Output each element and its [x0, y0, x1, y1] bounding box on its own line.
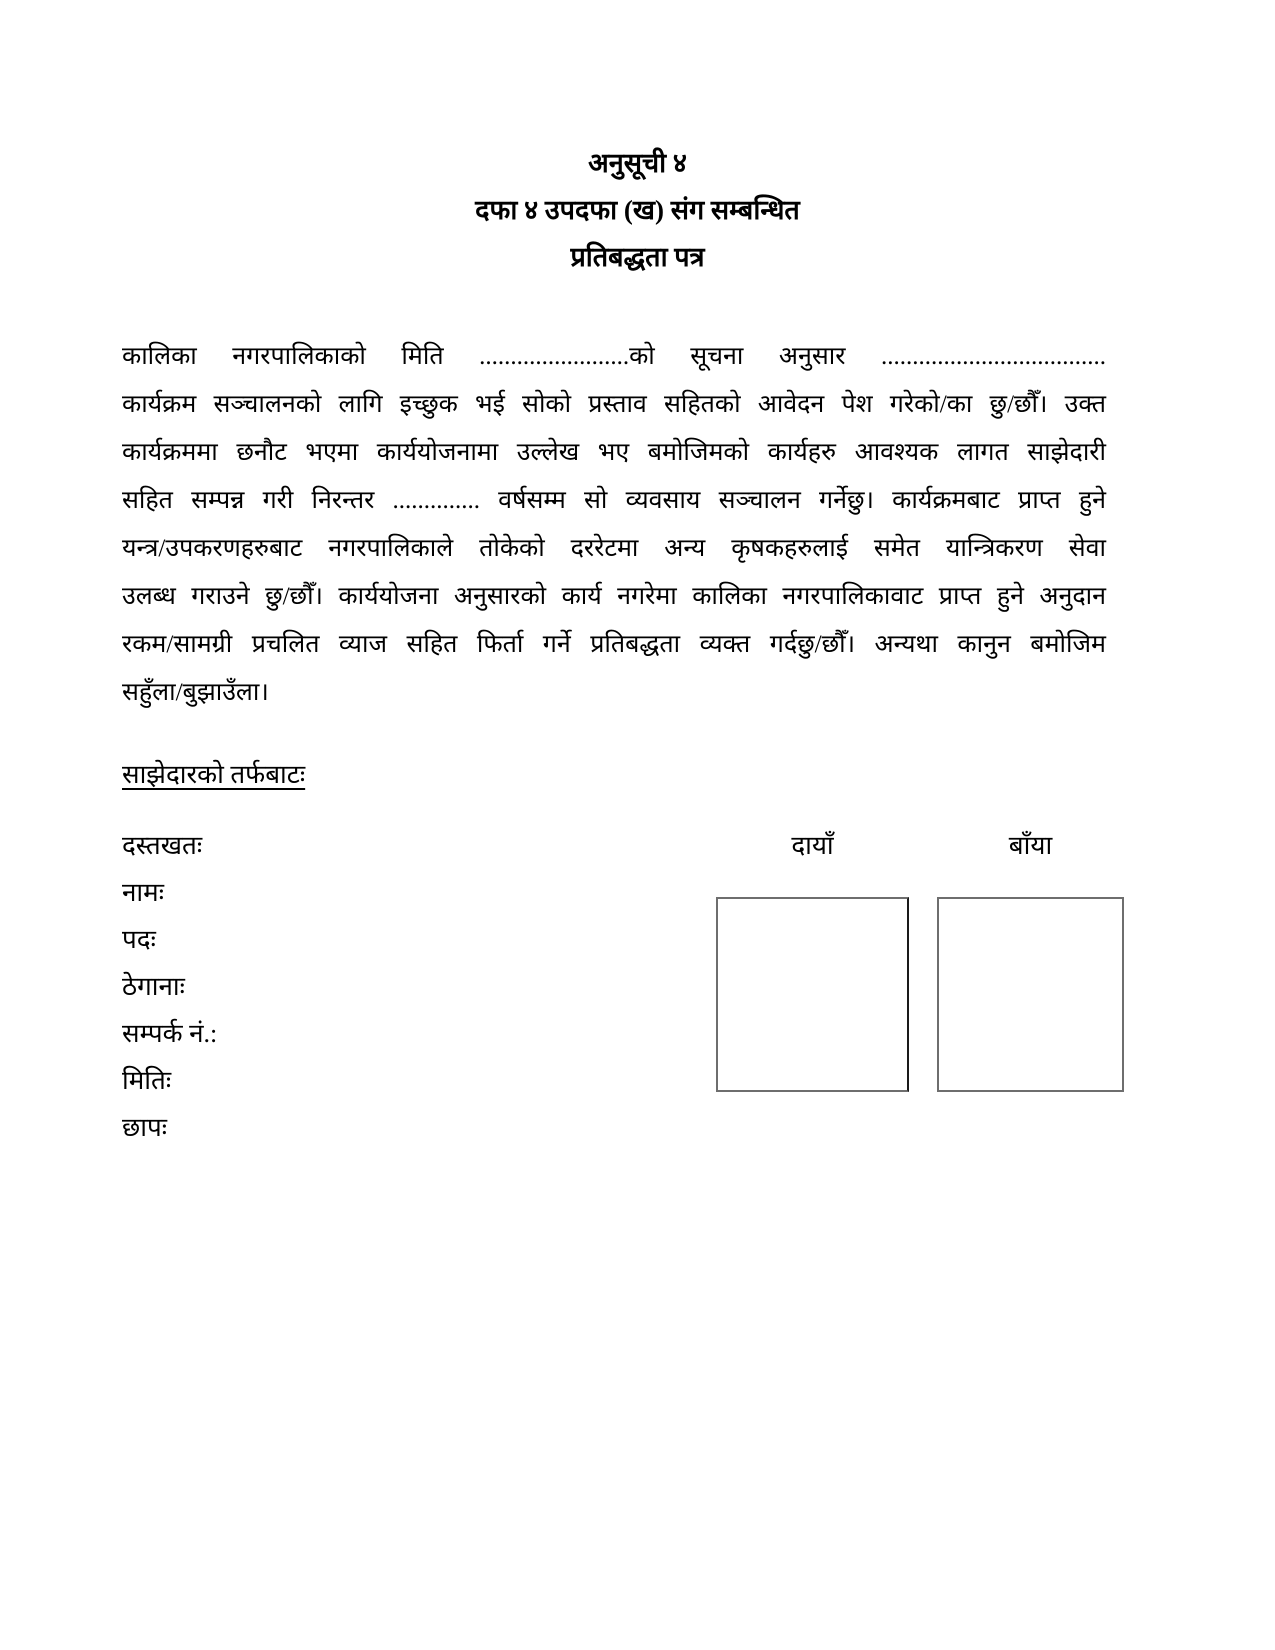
left-thumb-label: बाँया — [1008, 831, 1053, 860]
field-label: नामः — [122, 878, 164, 907]
document-title: प्रतिबद्धता पत्र — [570, 242, 705, 272]
field-label: सम्पर्क नं.: — [122, 1019, 218, 1048]
paragraph-line: कालिका नगरपालिकाको मिति ........................को सूचना अनुसार .................................... — [122, 343, 1106, 370]
field-label: ठेगानाः — [122, 972, 185, 1001]
field-label: दस्तखतः — [122, 831, 203, 860]
annex-title: अनुसूची ४ — [588, 148, 687, 178]
field-label: मितिः — [122, 1066, 172, 1095]
paragraph-line: रकम/सामग्री प्रचलित व्याज सहित फिर्ता गर्ने प्रतिबद्धता व्यक्त गर्दछु/छौँ। अन्यथा कानुन बमोजिम — [122, 631, 1106, 658]
signature-fields — [122, 822, 217, 1151]
partner-section-title: साझेदारको तर्फबाटः — [122, 760, 306, 789]
document-header — [0, 140, 1275, 281]
section-reference: दफा ४ उपदफा (ख) संग सम्बन्धित — [475, 195, 800, 225]
field-label: छापः — [122, 1113, 167, 1142]
field-label: पदः — [122, 925, 156, 954]
paragraph-line: सहित सम्पन्न गरी निरन्तर .............. वर्षसम्म सो व्यवसाय सञ्चालन गर्नेछु। कार्यक्रमबाट प्राप्त हुने — [122, 487, 1106, 514]
paragraph-line: कार्यक्रममा छनौट भएमा कार्ययोजनामा उल्लेख भए बमोजिमको कार्यहरु आवश्यक लागत साझेदारी — [122, 439, 1106, 466]
right-thumb-label: दायाँ — [791, 831, 834, 860]
commitment-paragraph — [122, 333, 1106, 717]
paragraph-line: यन्त्र/उपकरणहरुबाट नगरपालिकाले तोकेको दररेटमा अन्य कृषकहरुलाई समेत यान्त्रिकरण सेवा — [122, 535, 1106, 562]
paragraph-line: सहुँला/बुझाउँला। — [122, 679, 269, 706]
left-thumbprint-box — [937, 897, 1124, 1092]
paragraph-line: कार्यक्रम सञ्चालनको लागि इच्छुक भई सोको प्रस्ताव सहितको आवेदन पेश गरेको/का छु/छौँ। उक्त — [122, 391, 1106, 418]
right-thumbprint-box — [716, 897, 909, 1092]
paragraph-line: उलब्ध गराउने छु/छौँ। कार्ययोजना अनुसारको कार्य नगरेमा कालिका नगरपालिकावाट प्राप्त हुने अनुदान — [122, 583, 1106, 610]
